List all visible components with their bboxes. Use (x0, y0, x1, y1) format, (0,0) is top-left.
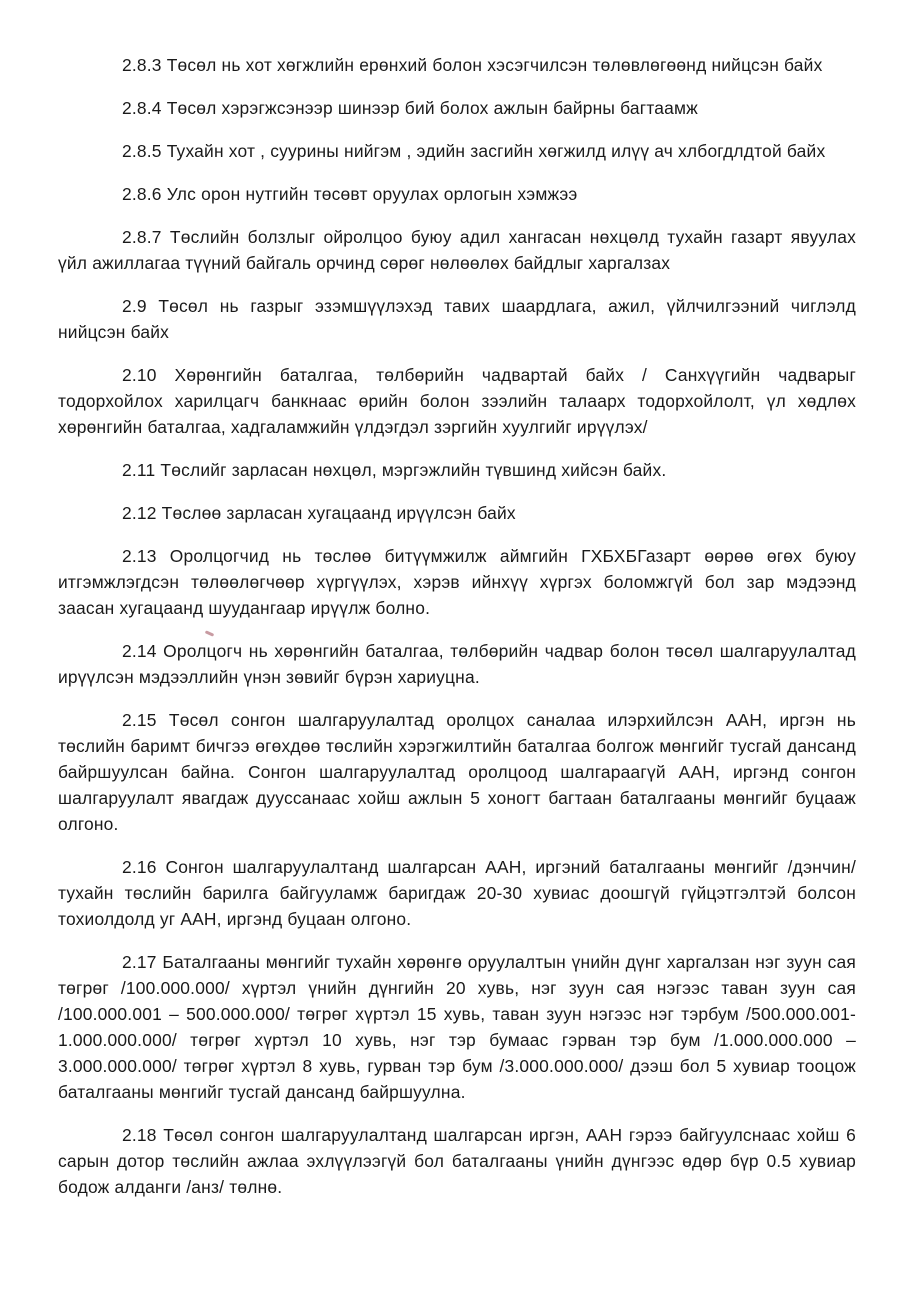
paragraph-2-15: 2.15 Төсөл сонгон шалгаруулалтад оролцох саналаа илэрхийлсэн ААН, иргэн нь төслийн баримт бичгээ өгөхдөө төслийн хэрэгжилтийн баталгаа болгож мөнгийг тусгай дансанд байршуулсан байна. Сонгон шалгаруулалтад оролцоод шалгараагүй ААН, иргэнд сонгон шалгаруулалт явагдаж дууссанаас хойш ажлын 5 хоногт багтаан баталгааны мөнгийг буцааж олгоно. (58, 710, 856, 834)
paragraph-2-8-3: 2.8.3 Төсөл нь хот хөгжлийн ерөнхий болон хэсэгчилсэн төлөвлөгөөнд нийцсэн байх (122, 55, 823, 75)
paragraph-2-8-5: 2.8.5 Тухайн хот , суурины нийгэм , эдийн засгийн хөгжилд илүү ач хлбогдлдтой байх (122, 141, 826, 161)
paragraph-2-11: 2.11 Төслийг зарласан нөхцөл, мэргэжлийн түвшинд хийсэн байх. (122, 460, 667, 480)
paragraph-2-8-6: 2.8.6 Улс орон нутгийн төсөвт оруулах орлогын хэмжээ (122, 184, 578, 204)
paragraph-2-14: 2.14 Оролцогч нь хөрөнгийн баталгаа, төлбөрийн чадвар болон төсөл шалгаруулалтад ирүүлсэн мэдээллийн үнэн зөвийг бүрэн хариуцна. (58, 641, 856, 687)
paragraph-2-8-4: 2.8.4 Төсөл хэрэгжсэнээр шинээр бий болох ажлын байрны багтаамж (122, 98, 699, 118)
paragraph-2-16: 2.16 Сонгон шалгаруулалтанд шалгарсан ААН, иргэний баталгааны мөнгийг /дэнчин/ тухайн төслийн барилга байгууламж баригдаж 20-30 хувиас доошгүй гүйцэтгэлтэй болсон тохиолдолд уг ААН, иргэнд буцаан олгоно. (58, 857, 856, 929)
paragraph-2-13: 2.13 Оролцогчид нь төслөө битүүмжилж аймгийн ГХБХБГазарт өөрөө өгөх буюу итгэмжлэгдсэн төлөөлөгчөөр хүргүүлэх, хэрэв ийнхүү хүргэх боломжгүй бол зар мэдээнд заасан хугацаанд шуудангаар ирүүлж болно. (58, 546, 856, 618)
paragraph-2-8-7: 2.8.7 Төслийн болзлыг ойролцоо буюу адил хангасан нөхцөлд тухайн газарт явуулах үйл ажиллагаа түүний байгаль орчинд сөрөг нөлөөлөх байдлыг харгалзах (58, 227, 856, 273)
paragraph-2-12: 2.12 Төслөө зарласан хугацаанд ирүүлсэн байх (122, 503, 516, 523)
paragraph-2-18: 2.18 Төсөл сонгон шалгаруулалтанд шалгарсан иргэн, ААН гэрээ байгуулснаас хойш 6 сарын дотор төслийн ажлаа эхлүүлээгүй бол баталгааны үнийн дүнгээс өдөр бүр 0.5 хувиар бодож алданги /анз/ төлнө. (58, 1125, 856, 1197)
paragraph-2-10: 2.10 Хөрөнгийн баталгаа, төлбөрийн чадвартай байх / Санхүүгийн чадварыг тодорхойлох харилцагч банкнаас өрийн болон зээлийн талаарх тодорхойлолт, үл хөдлөх хөрөнгийн баталгаа, хадгаламжийн үлдэгдэл зэргийн хуулгийг ирүүлэх/ (58, 365, 856, 437)
paragraph-2-17: 2.17 Баталгааны мөнгийг тухайн хөрөнгө оруулалтын үнийн дүнг харгалзан нэг зуун сая төгрөг /100.000.000/ хүртэл үнийн дүнгийн 20 хувь, нэг зуун сая нэгээс таван зуун сая /100.000.001 – 500.000.000/ төгрөг хүртэл 15 хувь, таван зуун нэгээс нэг тэрбум /500.000.001-1.000.000.000/ төгрөг хүртэл 10 хувь, нэг тэр бумаас гэрван тэр бум /1.000.000.000 – 3.000.000.000/ төгрөг хүртэл 8 хувь, гурван тэр бум /3.000.000.000/ дээш бол 5 хувиар тооцож баталгааны мөнгийг тусгай дансанд байршуулна. (58, 952, 856, 1102)
paragraph-2-9: 2.9 Төсөл нь газрыг эзэмшүүлэхэд тавих шаардлага, ажил, үйлчилгээний чиглэлд нийцсэн байх (58, 296, 856, 342)
